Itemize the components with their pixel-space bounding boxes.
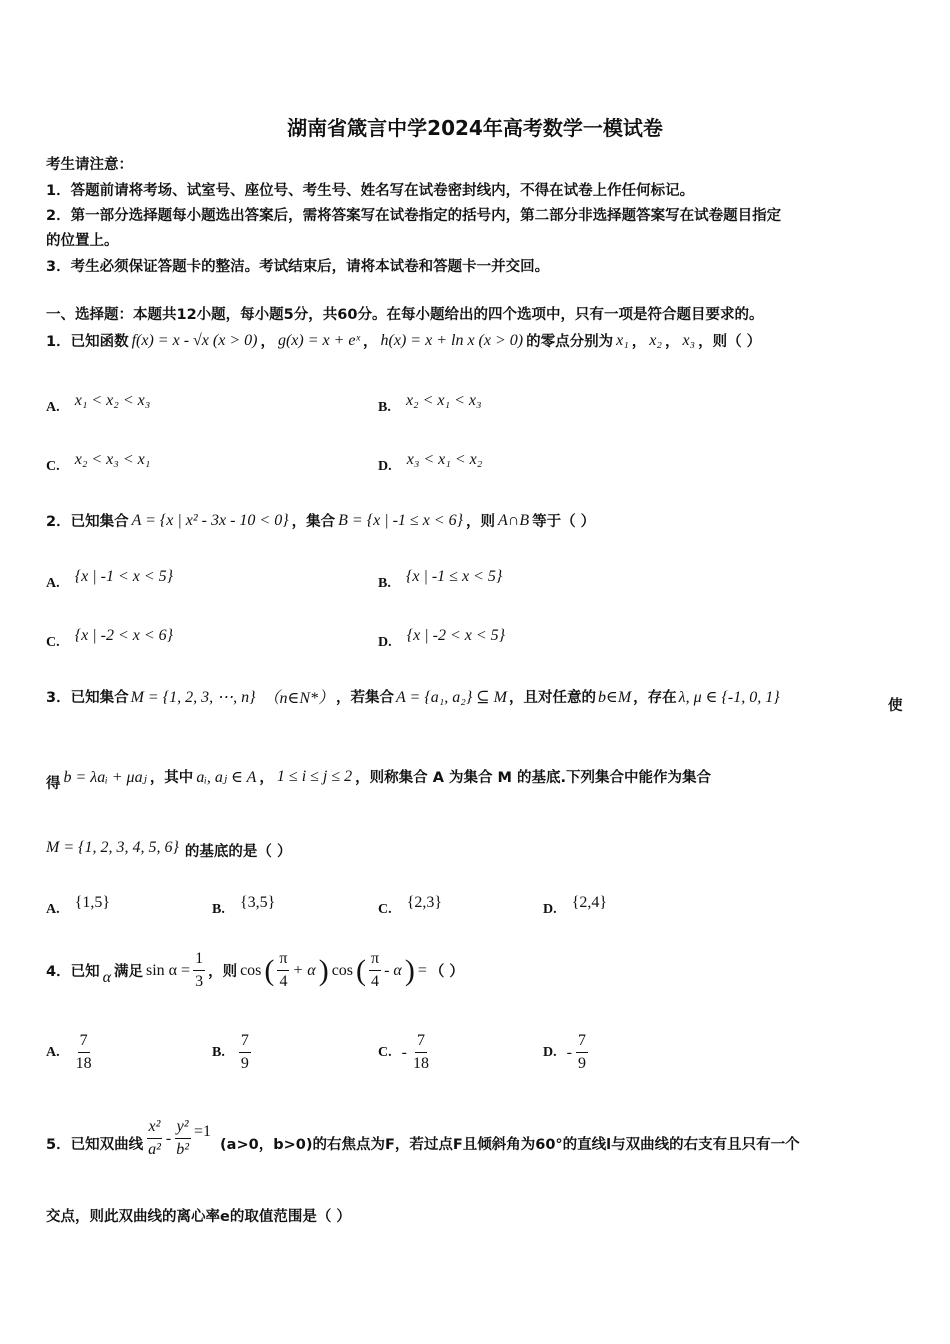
q1-comma1: ， xyxy=(631,334,647,350)
q2-option-d[interactable] xyxy=(378,627,505,651)
q4-option-d-sign: - xyxy=(566,1043,572,1061)
q2-option-a[interactable] xyxy=(46,568,173,592)
q4-option-d[interactable] xyxy=(543,1032,588,1074)
q4-option-a-num: 7 xyxy=(78,1032,90,1053)
q3-option-d[interactable] xyxy=(543,894,607,918)
q4-mid2: ，则 xyxy=(208,964,238,981)
q1-mid: 的零点分别为 xyxy=(526,334,614,350)
page-title: 湖南省箴言中学2024年高考数学一模试卷 xyxy=(287,116,663,140)
q4-tail: （ ） xyxy=(429,964,464,981)
q4-pi-over-4-b xyxy=(369,950,381,992)
q3-lambda-mu: λ, μ ∈ {-1, 0, 1} xyxy=(678,688,780,706)
q4-fraction-num: 1 xyxy=(193,950,205,971)
q1-function-f: f(x) = x - √x (x > 0) xyxy=(131,331,258,349)
q4-option-b-frac xyxy=(239,1032,251,1074)
q1-x2: x₂ xyxy=(649,331,662,349)
q3-option-d-label: D. xyxy=(543,902,557,917)
q3-mid4: ，其中 xyxy=(149,770,194,786)
q1-sep2: ， xyxy=(363,334,378,350)
q2-set-a: A = {x | x² - 3x - 10 < 0} xyxy=(131,511,289,529)
q1-option-b-label: B. xyxy=(378,400,391,415)
q2-option-d-text: {x | -2 < x < 5} xyxy=(406,627,506,644)
q1-option-b[interactable] xyxy=(378,392,482,416)
q4-mid1: 满足 xyxy=(114,964,143,981)
right-paren-2: ) xyxy=(404,953,415,987)
question-3-line-1 xyxy=(46,685,780,708)
q2-option-c[interactable] xyxy=(46,627,173,651)
q5-b2: b² xyxy=(176,1141,190,1159)
q4-option-c-den: 18 xyxy=(412,1055,429,1073)
right-paren-1: ) xyxy=(318,953,329,987)
q5-x-frac xyxy=(146,1118,163,1160)
q5-equals-one: =1 xyxy=(194,1122,212,1140)
q2-option-c-label: C. xyxy=(46,635,60,650)
q4-option-c[interactable] xyxy=(378,1032,431,1074)
q1-sep1: ， xyxy=(260,334,275,350)
q1-option-c-label: C. xyxy=(46,459,60,474)
q5-y-frac xyxy=(174,1118,191,1160)
q4-minus-alpha: - α xyxy=(384,961,402,979)
q2-option-a-label: A. xyxy=(46,576,60,591)
q4-option-b-label: B. xyxy=(212,1044,225,1060)
q2-option-a-text: {x | -1 < x < 5} xyxy=(74,568,174,585)
q3-ij-range: 1 ≤ i ≤ j ≤ 2 xyxy=(276,767,353,785)
q1-option-a[interactable] xyxy=(46,392,150,416)
notice-item-2-cont: 的位置上。 xyxy=(46,233,119,249)
q4-option-a[interactable] xyxy=(46,1032,94,1074)
notice-item-1: 1．答题前请将考场、试室号、座位号、考生号、姓名写在试卷密封线内，不得在试卷上作任何标记。 xyxy=(46,183,695,199)
q3-option-b-label: B. xyxy=(212,902,225,917)
q3-option-c-text: {2,3} xyxy=(406,894,443,911)
q4-option-c-num: 7 xyxy=(415,1032,427,1053)
q3-option-b-text: {3,5} xyxy=(239,894,276,911)
q3-mid2: ，且对任意的 xyxy=(508,690,596,706)
q4-option-c-frac xyxy=(411,1032,431,1074)
q3-tail1: ，则称集合 A 为集合 M 的基底.下列集合中能作为集合 xyxy=(355,770,711,786)
q5-minus: - xyxy=(165,1129,172,1147)
q2-mid2: ，则 xyxy=(466,514,495,530)
section-heading: 一、选择题：本题共12小题，每小题5分，共60分。在每小题给出的四个选项中，只有一项是符合题目要求的。 xyxy=(46,307,764,323)
notice-item-2: 2．第一部分选择题每小题选出答案后，需将答案写在试卷指定的括号内，第二部分非选择题答案写在试卷题目指定 xyxy=(46,208,782,224)
q4-pi-over-4-a xyxy=(277,950,289,992)
q1-option-c[interactable] xyxy=(46,451,150,475)
q4-option-b-num: 7 xyxy=(239,1032,251,1053)
q3-de: 得 xyxy=(46,776,61,792)
q2-lead: 2．已知集合 xyxy=(46,514,129,530)
q1-option-d[interactable] xyxy=(378,451,482,475)
q3-lead: 3．已知集合 xyxy=(46,690,129,706)
q3-shi: 使 xyxy=(888,698,903,714)
q1-option-b-text: x₂ < x₁ < x₃ xyxy=(405,392,482,409)
q5-y2: y² xyxy=(175,1118,191,1139)
q2-option-c-text: {x | -2 < x < 6} xyxy=(74,627,174,644)
q4-lead: 4．已知 xyxy=(46,964,100,981)
q4-option-d-num: 7 xyxy=(576,1032,588,1053)
left-paren-2: ( xyxy=(356,953,367,987)
q3-b-in-m: b∈M xyxy=(597,688,632,706)
q3-condition: （n∈N*） xyxy=(263,690,335,707)
question-5 xyxy=(46,1118,800,1160)
q4-option-d-den: 9 xyxy=(577,1055,586,1073)
q3-option-a[interactable] xyxy=(46,894,110,918)
q3-tail2: 的基底的是（ ） xyxy=(184,844,292,860)
q5-a2: a² xyxy=(148,1141,161,1159)
q2-tail: 等于（ ） xyxy=(532,514,596,530)
q2-intersection: A∩B xyxy=(498,511,530,529)
q2-option-d-label: D. xyxy=(378,635,392,650)
q4-pi-num-a: π xyxy=(277,950,289,971)
q2-option-b-text: {x | -1 ≤ x < 5} xyxy=(405,568,503,585)
q1-x1: x₁ xyxy=(616,331,629,349)
q1-option-d-text: x₃ < x₁ < x₂ xyxy=(406,451,483,468)
question-4 xyxy=(46,950,464,992)
question-2 xyxy=(46,510,595,531)
q3-option-a-label: A. xyxy=(46,902,60,917)
q3-set-m: M = {1, 2, 3, ⋯, n} xyxy=(130,688,256,706)
notice-heading: 考生请注意： xyxy=(46,157,133,173)
q4-plus-alpha: + α xyxy=(292,961,316,979)
q1-option-a-label: A. xyxy=(46,400,60,415)
q4-sin: sin α = xyxy=(146,961,191,979)
q2-set-b: B = {x | -1 ≤ x < 6} xyxy=(338,511,463,529)
q3-set-m-example: M = {1, 2, 3, 4, 5, 6} xyxy=(46,838,179,856)
q4-option-b-den: 9 xyxy=(240,1055,249,1073)
q4-pi-den-b: 4 xyxy=(371,973,380,991)
q4-option-a-den: 18 xyxy=(75,1055,92,1073)
q3-b-equation: b = λaᵢ + μaⱼ xyxy=(63,768,147,786)
question-3-line-3 xyxy=(46,834,291,861)
question-1 xyxy=(46,330,761,351)
q4-fraction-den: 3 xyxy=(195,973,204,991)
q4-cos-2: cos xyxy=(331,961,354,979)
q4-option-d-label: D. xyxy=(543,1044,557,1060)
q3-mid3: ，存在 xyxy=(633,690,677,706)
q4-equals: = xyxy=(417,961,427,979)
q1-option-d-label: D. xyxy=(378,459,392,474)
q1-option-a-text: x₁ < x₂ < x₃ xyxy=(74,392,151,409)
q4-cos-1: cos xyxy=(240,961,262,979)
q3-set-a: A = {a₁, a₂} ⊆ M xyxy=(396,688,507,706)
q5-x2: x² xyxy=(147,1118,163,1139)
notice-item-3: 3．考生必须保证答题卡的整洁。考试结束后，请将本试卷和答题卡一并交回。 xyxy=(46,259,550,275)
q4-option-c-label: C. xyxy=(378,1044,392,1060)
q4-option-a-frac xyxy=(74,1032,94,1074)
q1-option-c-text: x₂ < x₃ < x₁ xyxy=(74,451,151,468)
q1-tail: ，则（ ） xyxy=(698,334,762,350)
q4-option-d-frac xyxy=(576,1032,588,1074)
q3-option-c[interactable] xyxy=(378,894,442,918)
question-3-line-2 xyxy=(46,760,711,793)
q1-comma2: ， xyxy=(664,334,680,350)
q4-fraction xyxy=(193,950,205,992)
q2-option-b[interactable] xyxy=(378,568,502,592)
q2-option-b-label: B. xyxy=(378,576,391,591)
q4-option-c-sign: - xyxy=(401,1043,407,1061)
q3-option-a-text: {1,5} xyxy=(74,894,111,911)
q3-mid5: ， xyxy=(259,770,274,786)
q3-option-d-text: {2,4} xyxy=(571,894,608,911)
q3-option-b[interactable] xyxy=(212,894,275,918)
q3-mid1: ，若集合 xyxy=(336,690,395,706)
q1-function-h: h(x) = x + ln x (x > 0) xyxy=(380,331,524,349)
q2-mid1: ，集合 xyxy=(291,514,336,530)
q1-lead: 1．已知函数 xyxy=(46,334,129,350)
q4-option-b[interactable] xyxy=(212,1032,251,1074)
q5-rest: (a>0，b>0)的右焦点为F，若过点F且倾斜角为60°的直线l与双曲线的右支有且只有一个 xyxy=(220,1137,800,1154)
q3-option-c-label: C. xyxy=(378,902,392,917)
q5-lead: 5．已知双曲线 xyxy=(46,1137,144,1154)
q4-pi-num-b: π xyxy=(369,950,381,971)
q4-pi-den-a: 4 xyxy=(279,973,288,991)
q1-x3: x₃ xyxy=(682,331,696,349)
q4-alpha: α xyxy=(102,968,111,986)
q5-line-2: 交点，则此双曲线的离心率e的取值范围是（ ） xyxy=(46,1209,351,1225)
q4-option-a-label: A. xyxy=(46,1044,60,1060)
left-paren-1: ( xyxy=(264,953,275,987)
q1-function-g: g(x) = x + eˣ xyxy=(277,331,361,349)
q3-aij: aᵢ, aⱼ ∈ A xyxy=(196,768,257,786)
